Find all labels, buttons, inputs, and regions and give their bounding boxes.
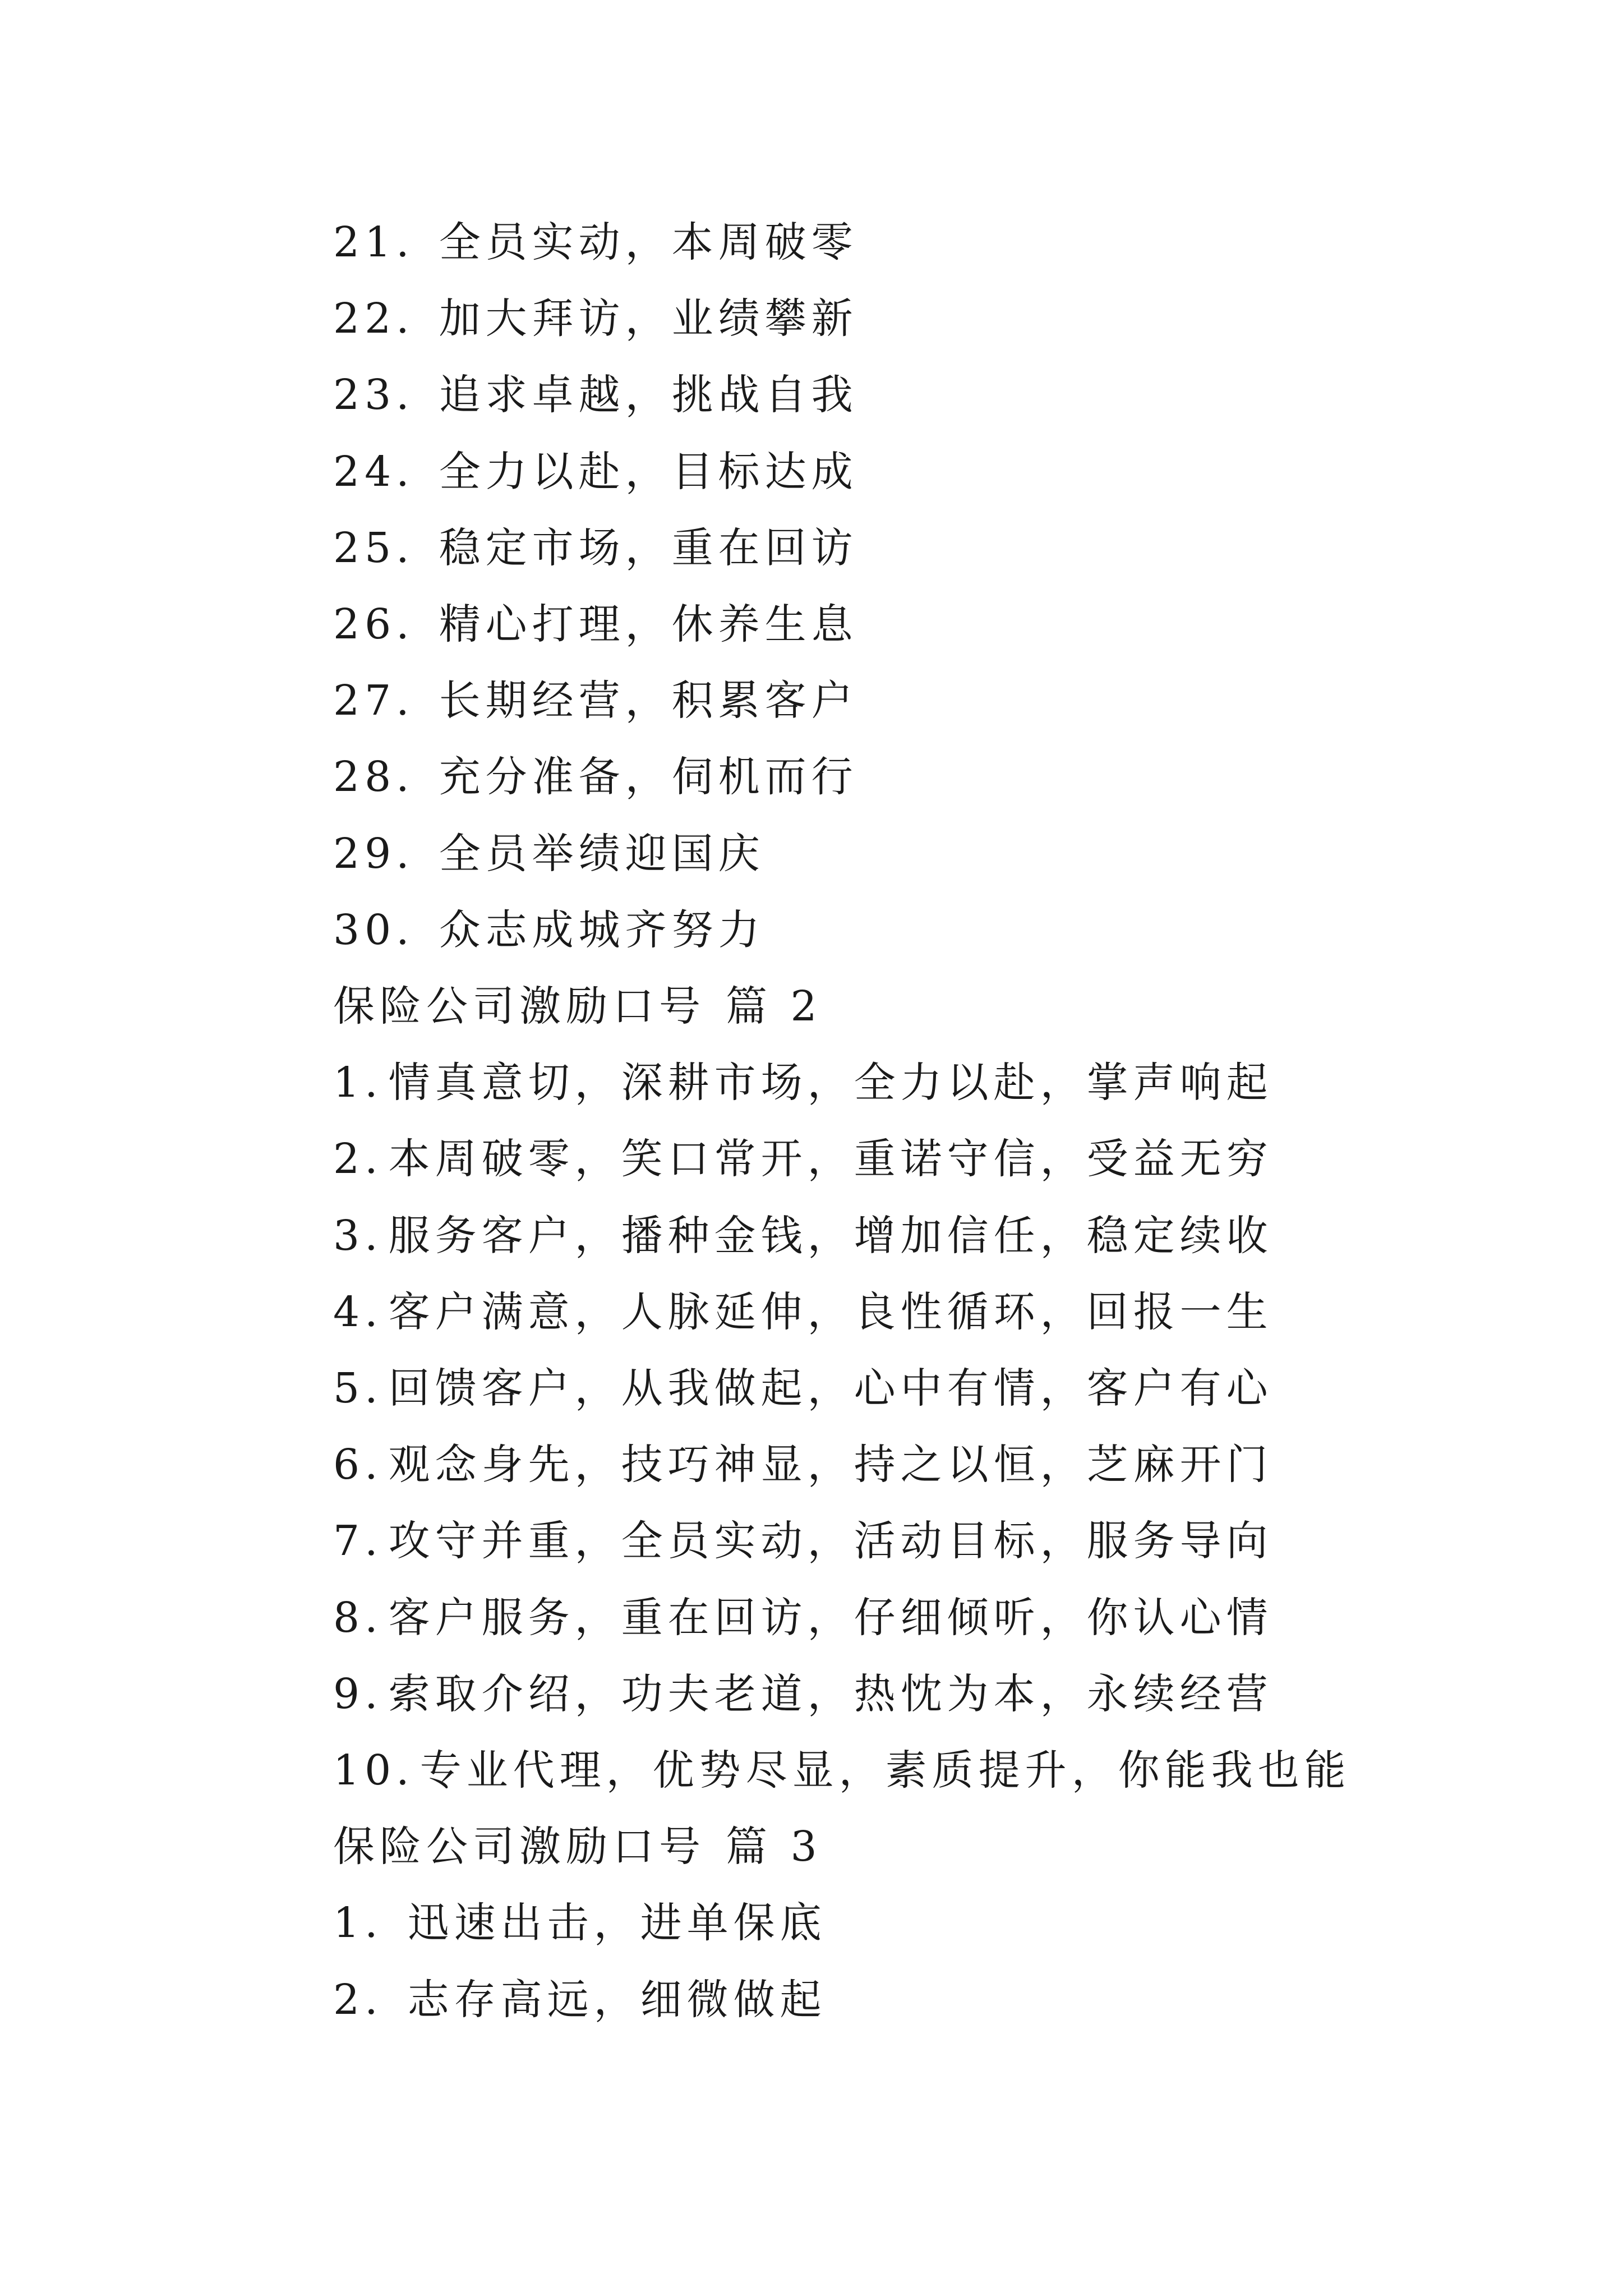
item-text: 加大拜访，业绩攀新: [439, 295, 858, 343]
item-number: 29.: [333, 830, 414, 878]
list-item: [333, 291, 858, 347]
list-item: [333, 826, 765, 882]
item-number: 30.: [333, 906, 414, 954]
item-number: 24.: [333, 448, 414, 496]
item-text: 服务客户，播种金钱，增加信任，稳定续收: [388, 1212, 1273, 1260]
list-item: [333, 1972, 827, 2028]
item-number: 5.: [333, 1364, 383, 1412]
item-text: 追求卓越，挑战自我: [439, 371, 858, 419]
list-item: [333, 1131, 1273, 1187]
item-text: 迅速出击，进单保底: [407, 1899, 827, 1947]
list-item: [333, 596, 858, 652]
list-item: [333, 1208, 1273, 1264]
list-item: [333, 1055, 1273, 1111]
item-number: 27.: [333, 677, 414, 725]
item-number: 1.: [333, 1899, 383, 1947]
item-text: 专业代理，优势尽显，素质提升，你能我也能: [419, 1746, 1351, 1795]
item-number: 28.: [333, 753, 414, 801]
item-number: 25.: [333, 524, 414, 572]
item-number: 2.: [333, 1976, 383, 2024]
list-item: [333, 1360, 1273, 1416]
list-item: [333, 673, 858, 729]
item-number: 3.: [333, 1212, 383, 1260]
heading-tag: 篇 2: [726, 982, 822, 1030]
list-item: [333, 749, 858, 805]
heading-text: 保险公司激励口号: [333, 1823, 706, 1871]
item-text: 全员举绩迎国庆: [439, 830, 765, 878]
item-number: 9.: [333, 1670, 383, 1718]
item-text: 客户满意，人脉延伸，良性循环，回报一生: [388, 1288, 1273, 1336]
list-item: [333, 902, 765, 958]
item-text: 全员实动，本周破零: [439, 218, 858, 266]
item-text: 长期经营，积累客户: [439, 677, 858, 725]
item-number: 7.: [333, 1517, 383, 1565]
item-number: 21.: [333, 218, 414, 266]
item-text: 全力以赴，目标达成: [439, 448, 858, 496]
item-number: 6.: [333, 1441, 383, 1489]
list-item: [333, 520, 858, 576]
list-item: [333, 1742, 1351, 1798]
list-item: [333, 1895, 827, 1951]
item-number: 1.: [333, 1059, 383, 1107]
item-text: 回馈客户，从我做起，心中有情，客户有心: [388, 1364, 1273, 1412]
section-heading: [333, 1819, 822, 1875]
list-item: [333, 444, 858, 500]
item-text: 本周破零，笑口常开，重诺守信，受益无穷: [388, 1135, 1273, 1183]
list-item: [333, 1666, 1273, 1722]
list-item: [333, 1590, 1273, 1646]
item-text: 索取介绍，功夫老道，热忱为本，永续经营: [388, 1670, 1273, 1718]
item-text: 客户服务，重在回访，仔细倾听，你认心情: [388, 1594, 1273, 1642]
heading-text: 保险公司激励口号: [333, 982, 706, 1030]
item-text: 充分准备，伺机而行: [439, 753, 858, 801]
item-text: 攻守并重，全员实动，活动目标，服务导向: [388, 1517, 1273, 1565]
list-item: [333, 1437, 1273, 1493]
item-number: 8.: [333, 1594, 383, 1642]
item-text: 志存高远，细微做起: [407, 1976, 827, 2024]
item-number: 10.: [333, 1746, 414, 1795]
heading-tag: 篇 3: [726, 1823, 822, 1871]
item-number: 4.: [333, 1288, 383, 1336]
item-number: 22.: [333, 295, 414, 343]
list-item: [333, 214, 858, 270]
item-text: 观念身先，技巧神显，持之以恒，芝麻开门: [388, 1441, 1273, 1489]
item-text: 情真意切，深耕市场，全力以赴，掌声响起: [388, 1059, 1273, 1107]
item-number: 2.: [333, 1135, 383, 1183]
item-number: 23.: [333, 371, 414, 419]
list-item: [333, 1513, 1273, 1569]
list-item: [333, 1284, 1273, 1340]
section-heading: [333, 978, 822, 1034]
item-text: 众志成城齐努力: [439, 906, 765, 954]
item-text: 稳定市场，重在回访: [439, 524, 858, 572]
item-text: 精心打理，休养生息: [439, 600, 858, 648]
item-number: 26.: [333, 600, 414, 648]
list-item: [333, 367, 858, 423]
